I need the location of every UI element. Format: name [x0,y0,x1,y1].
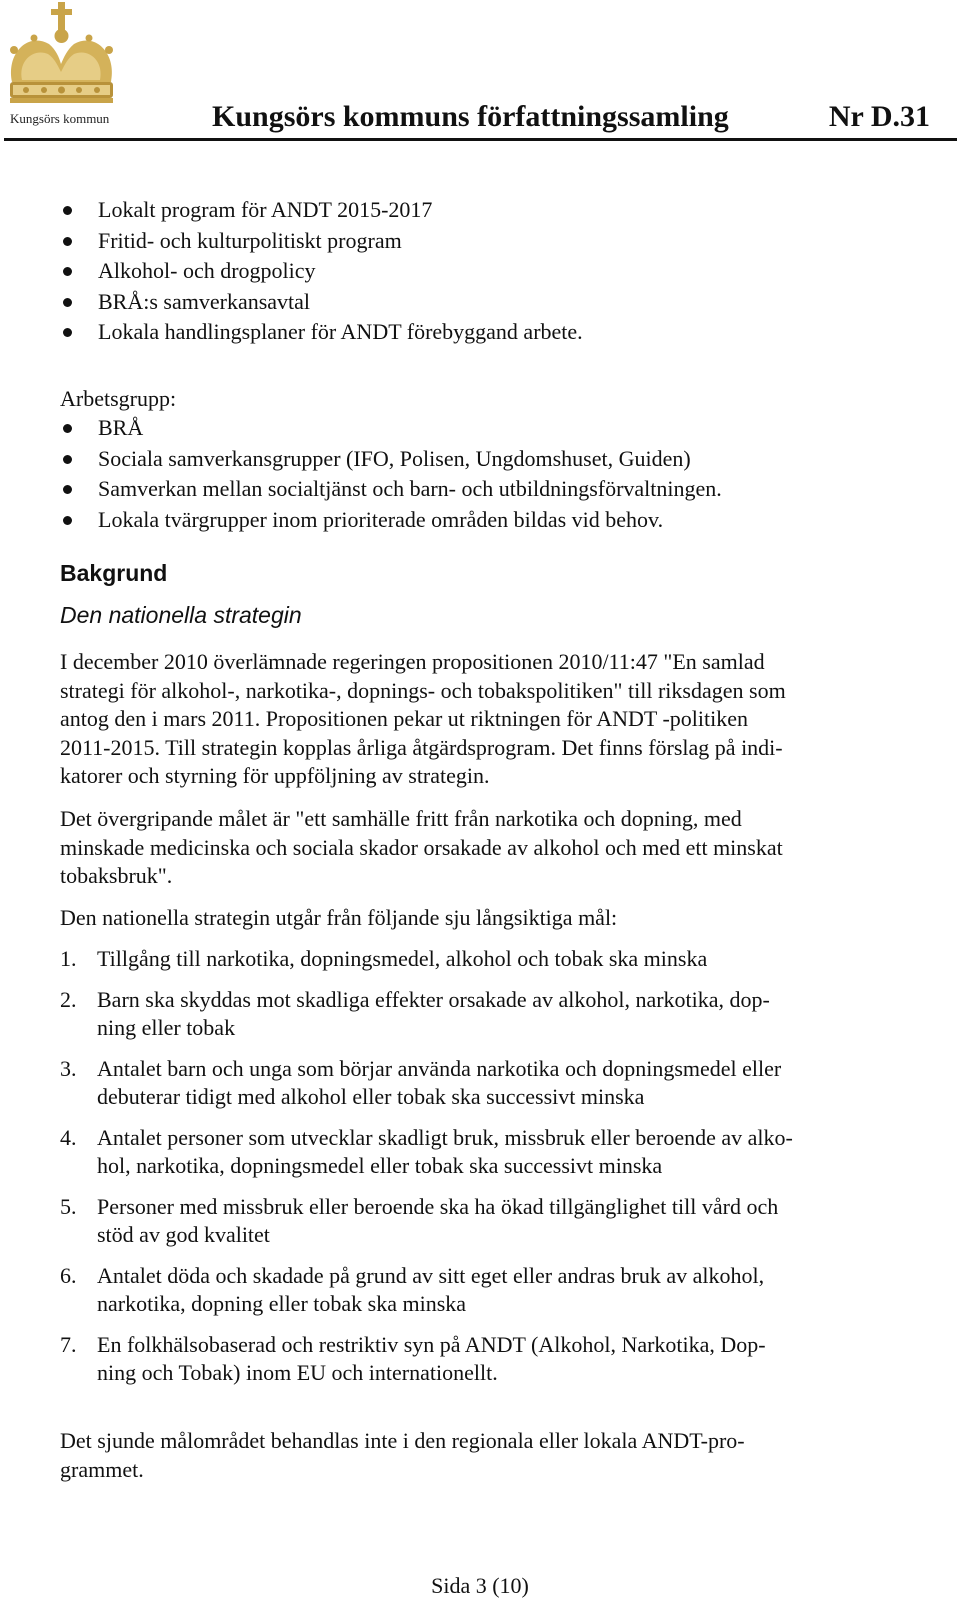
bullet-icon [63,424,72,433]
goals-list [60,945,930,1388]
list-item: Alkohol- och drogpolicy [60,256,940,287]
section-heading: Bakgrund [60,560,168,586]
bullet-icon [63,455,72,464]
crown-icon [4,2,119,110]
paragraph-closing: Det sjunde målområdet behandlas inte i den regionala eller lokala ANDT-pro- grammet. [60,1428,745,1482]
list-item: 4. Antalet personer som utvecklar skadligt bruk, missbruk eller beroende av alko- hol, narkotika, dopningsmedel eller tobak ska successivt minska [60,1124,793,1178]
paragraph-strategy-intro: I december 2010 överlämnade regeringen propositionen 2010/11:47 "En samlad strategi för alkohol-, narkotika-, dopnings- och tobakspolitiken" till riksdagen som antog den i mars 2011. Propositionen pekar ut riktningen för ANDT -politiken 2011-2015. Till strategin kopplas årliga åtgärdsprogram. Det finns förslag på indi- katorer och styrning för uppföljning av strategin. [60,649,786,788]
list-item: BRÅ:s samverkansavtal [60,287,940,318]
document-number: Nr D.31 [828,100,930,133]
list-item: Sociala samverkansgrupper (IFO, Polisen, Ungdomshuset, Guiden) [60,444,940,475]
list-item: Samverkan mellan socialtjänst och barn- och utbildningsförvaltningen. [60,474,940,505]
bullet-icon [63,267,72,276]
bullet-icon [63,298,72,307]
municipality-logo [4,2,119,127]
list-item: Lokalt program för ANDT 2015-2017 [60,195,940,226]
list-item: Fritid- och kulturpolitiskt program [60,226,940,257]
list-item: 5. Personer med missbruk eller beroende ska ha ökad tillgänglighet till vård och stöd av god kvalitet [60,1193,779,1247]
program-list [60,195,940,348]
list-item: 3. Antalet barn och unga som börjar använda narkotika och dopningsmedel eller debuterar tidigt med alkohol eller tobak ska successivt minska [60,1055,782,1109]
workgroup-list [60,413,940,535]
section-subheading: Den nationella strategin [60,602,302,628]
bullet-icon [63,485,72,494]
bullet-icon [63,516,72,525]
bullet-icon [63,328,72,337]
paragraph-goals-intro: Den nationella strategin utgår från följande sju långsiktiga mål: [60,905,618,930]
publication-title: Kungsörs kommuns författningssamling [212,100,729,133]
list-item: Lokala tvärgrupper inom prioriterade områden bildas vid behov. [60,505,940,536]
list-item: Lokala handlingsplaner för ANDT förebyggand arbete. [60,317,940,348]
list-item: 2. Barn ska skyddas mot skadliga effekter orsakade av alkohol, narkotika, dop- ning eller tobak [60,986,770,1040]
header-divider [4,138,957,141]
page-number: Sida 3 (10) [431,1573,529,1598]
list-item: 7. En folkhälsobaserad och restriktiv syn på ANDT (Alkohol, Narkotika, Dop- ning och Tobak) inom EU och internationellt. [60,1331,766,1385]
logo-text: Kungsörs kommun [10,111,110,126]
paragraph-overall-goal: Det övergripande målet är "ett samhälle fritt från narkotika och dopning, med minskade medicinska och sociala skador orsakade av alkohol och med ett minskat tobaksbruk". [60,806,783,888]
list-item: 1. Tillgång till narkotika, dopningsmedel, alkohol och tobak ska minska [60,946,708,971]
list-item: BRÅ [60,413,940,444]
bullet-icon [63,237,72,246]
workgroup-label: Arbetsgrupp: [60,386,177,411]
bullet-icon [63,206,72,215]
list-item: 6. Antalet döda och skadade på grund av sitt eget eller andras bruk av alkohol, narkotika, dopning eller tobak ska minska [60,1262,765,1316]
